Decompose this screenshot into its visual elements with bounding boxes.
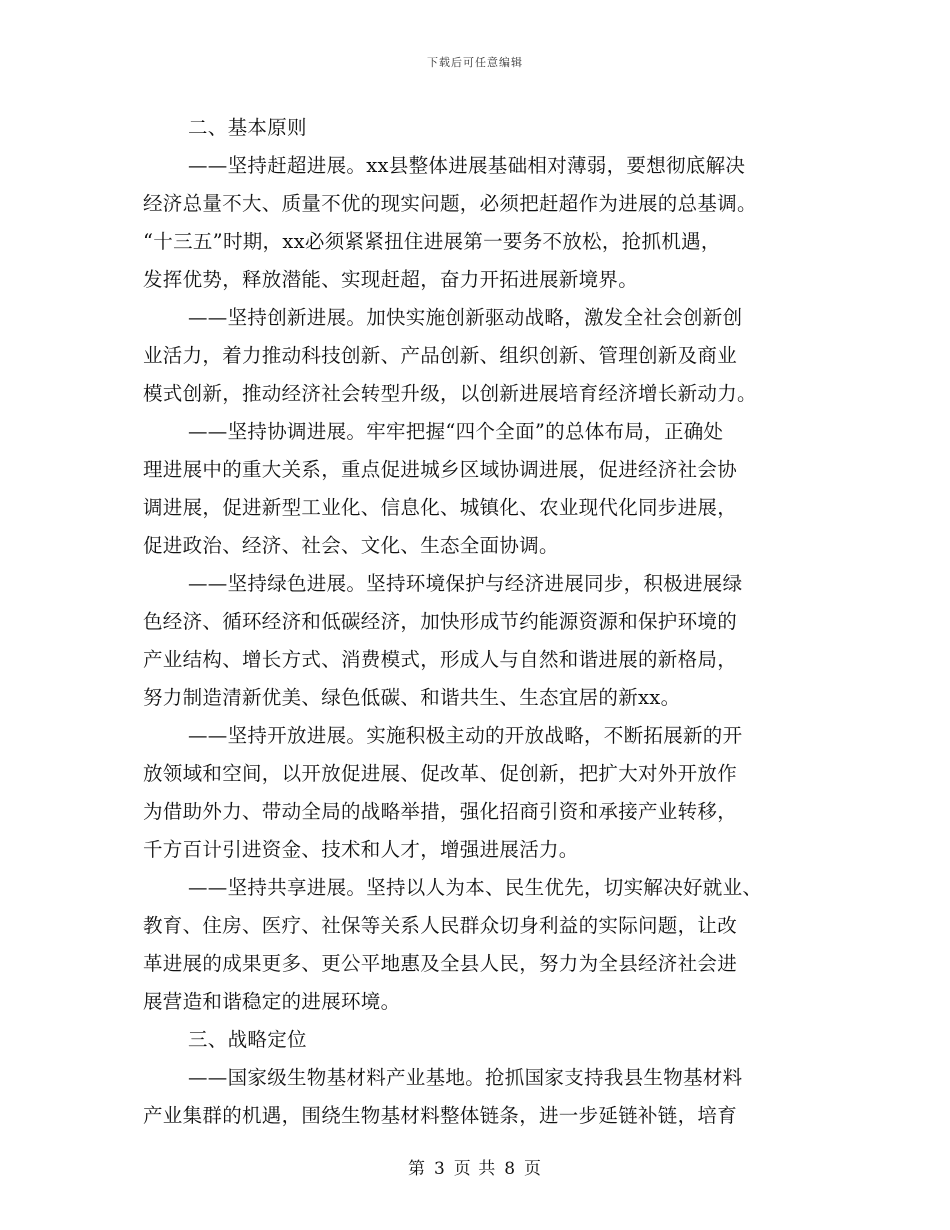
paragraph-line: “十三五”时期，xx必须紧紧扭住进展第一要务不放松，抢抓机遇， bbox=[143, 230, 721, 253]
paragraph-line: ——坚持绿色进展。坚持环境保护与经济进展同步，积极进展绿 bbox=[188, 572, 743, 595]
total-pages-number: 8 bbox=[504, 1159, 517, 1179]
paragraph-line: 业活力，着力推动科技创新、产品创新、组织创新、管理创新及商业 bbox=[143, 344, 738, 367]
paragraph-line: 展营造和谐稳定的进展环境。 bbox=[143, 990, 401, 1013]
footer-suffix: 页 bbox=[524, 1159, 543, 1179]
paragraph-line: ——坚持协调进展。牢牢把握“四个全面”的总体布局，正确处 bbox=[188, 420, 724, 443]
paragraph-line: 千方百计引进资金、技术和人才，增强进展活力。 bbox=[143, 838, 579, 861]
paragraph-line: 产业集群的机遇，围绕生物基材料整体链条，进一步延链补链，培育 bbox=[143, 1104, 738, 1127]
paragraph-line: 经济总量不大、质量不优的现实问题，必须把赶超作为进展的总基调。 bbox=[143, 192, 757, 215]
footer-middle: 页 共 bbox=[453, 1159, 497, 1179]
paragraph-line: 为借助外力、带动全局的战略举措，强化招商引资和承接产业转移， bbox=[143, 800, 738, 823]
paragraph-line: ——坚持开放进展。实施积极主动的开放战略，不断拓展新的开 bbox=[188, 724, 743, 747]
page-footer bbox=[0, 1154, 950, 1179]
section-heading: 二、基本原则 bbox=[188, 116, 307, 139]
paragraph-line: 放领域和空间，以开放促进展、促改革、促创新，把扩大对外开放作 bbox=[143, 762, 738, 785]
paragraph-line: 模式创新，推动经济社会转型升级，以创新进展培育经济增长新动力。 bbox=[143, 382, 757, 405]
header-note: 下载后可任意编辑 bbox=[427, 56, 523, 69]
paragraph-line: 色经济、循环经济和低碳经济，加快形成节约能源资源和保护环境的 bbox=[143, 610, 738, 633]
paragraph-line: 发挥优势，释放潜能、实现赶超，奋力开拓进展新境界。 bbox=[143, 268, 639, 291]
document-body bbox=[143, 109, 808, 1135]
footer-prefix: 第 bbox=[407, 1159, 426, 1179]
paragraph-line: ——国家级生物基材料产业基地。抢抓国家支持我县生物基材料 bbox=[188, 1066, 743, 1089]
paragraph-line: 促进政治、经济、社会、文化、生态全面协调。 bbox=[143, 534, 559, 557]
paragraph-line: ——坚持共享进展。坚持以人为本、民生优先，切实解决好就业、 bbox=[188, 876, 763, 899]
paragraph-line: 教育、住房、医疗、社保等关系人民群众切身利益的实际问题，让改 bbox=[143, 914, 738, 937]
current-page-number: 3 bbox=[433, 1159, 446, 1179]
paragraph-line: 产业结构、增长方式、消费模式，形成人与自然和谐进展的新格局， bbox=[143, 648, 738, 671]
paragraph-line: 调进展，促进新型工业化、信息化、城镇化、农业现代化同步进展， bbox=[143, 496, 738, 519]
paragraph-line: 努力制造清新优美、绿色低碳、和谐共生、生态宜居的新xx。 bbox=[143, 686, 681, 709]
paragraph-line: ——坚持创新进展。加快实施创新驱动战略，激发全社会创新创 bbox=[188, 306, 743, 329]
paragraph-line: 革进展的成果更多、更公平地惠及全县人民，努力为全县经济社会进 bbox=[143, 952, 738, 975]
paragraph-line: ——坚持赶超进展。xx县整体进展基础相对薄弱，要想彻底解决 bbox=[188, 154, 746, 177]
paragraph-line: 理进展中的重大关系，重点促进城乡区域协调进展，促进经济社会协 bbox=[143, 458, 738, 481]
section-heading: 三、战略定位 bbox=[188, 1028, 307, 1051]
